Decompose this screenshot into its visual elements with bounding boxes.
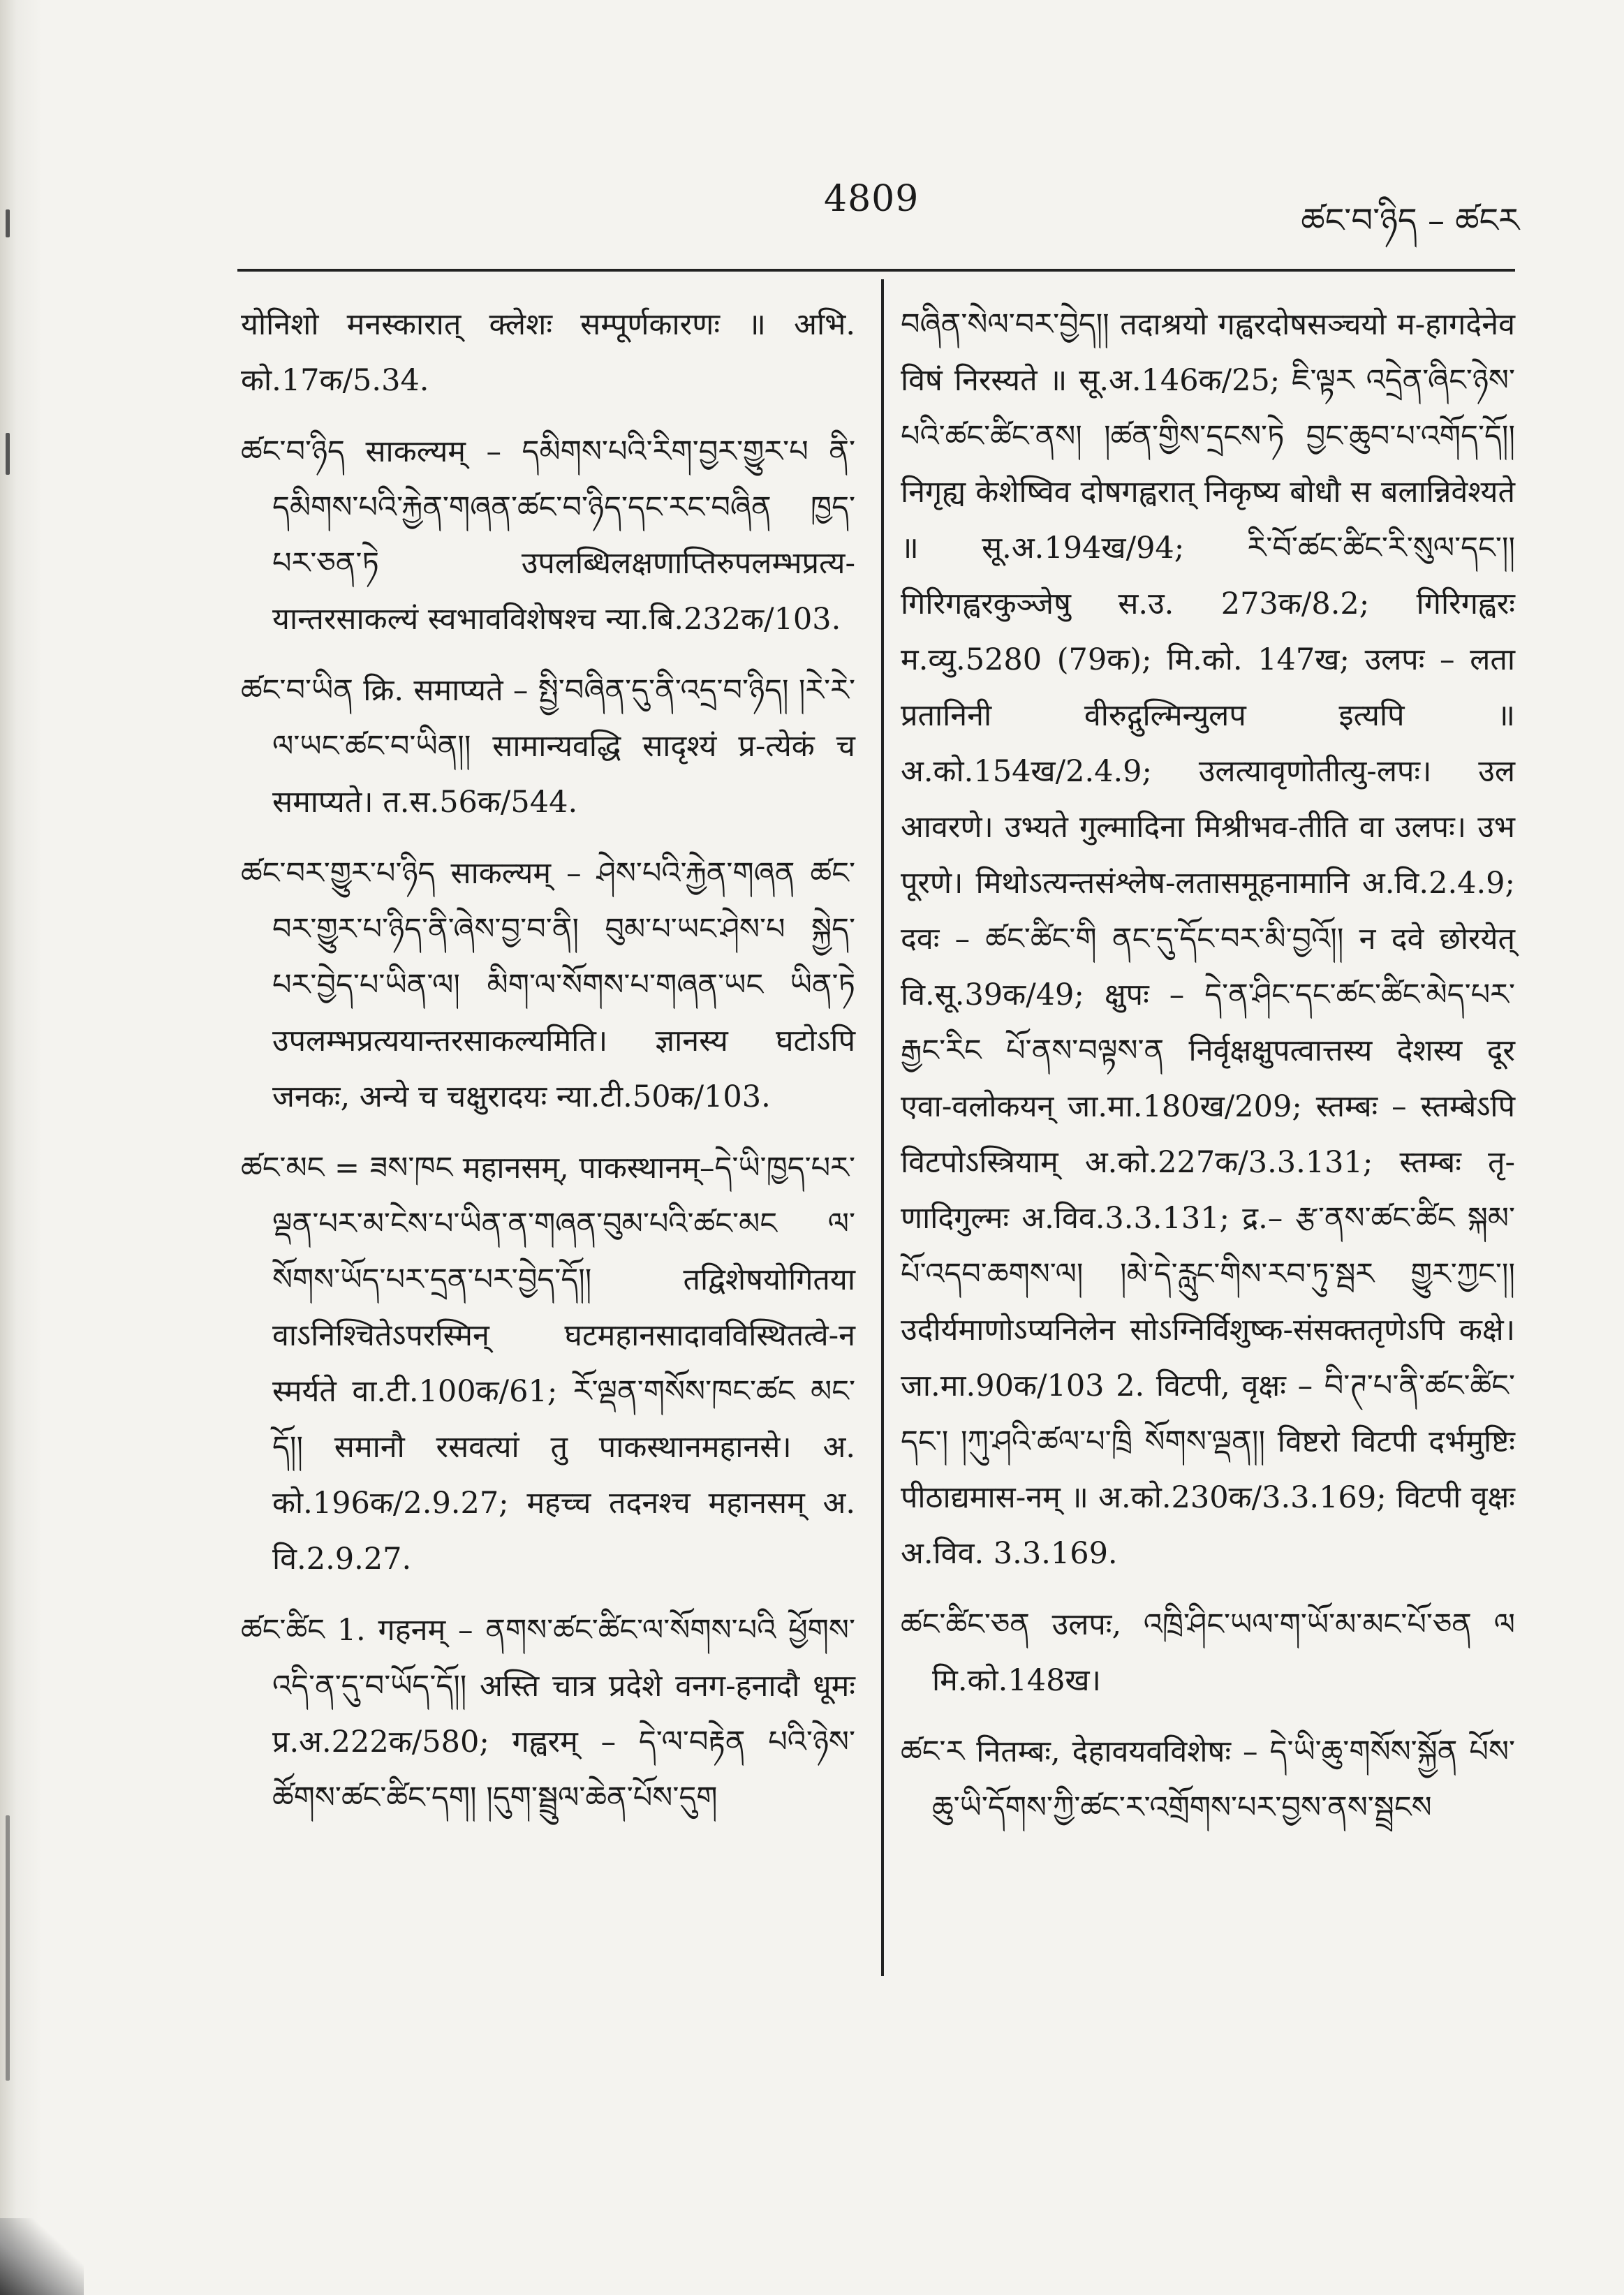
entry-text: योनिशो मनस्कारात् क्लेशः सम्पूर्णकारणः ॥ अभि. को.17क/5.34.: [241, 307, 855, 398]
dictionary-entry: [241, 1602, 855, 1826]
dictionary-entry: [241, 424, 855, 647]
entry-headword: ཚང་མང: [241, 1151, 325, 1186]
running-head: ཚང་བ་ཉིད – ཚངར: [1301, 201, 1519, 240]
entry-text: साकल्यम् – དམིགས་པའི་རིག་བྱར་གྱུར་པ ནི་དམིགས་པའི་རྐྱེན་གཞན་ཚང་བ་ཉིད་དང་རང་བཞིན ཁྱད་པར་ཅན་ཏེ उपलब्धिलक्षणाप्तिरुपलम्भप्रत्य-यान्तरसाकल्यं स्वभावविशेषश्च न्या.बि.232क/103.: [272, 434, 855, 637]
entry-headword: ཚང་བ་ཡིན: [241, 673, 353, 708]
dictionary-entry: [241, 1140, 855, 1587]
entry-text: = ཟས་ཁང महानसम्, पाकस्थानम्–དེ་ཡི་ཁྱད་པར་ལྡན་པར་མ་ངེས་པ་ཡིན་ན་གཞན་བུམ་པའི་ཚང་མང ལ་སོགས་ཡོད་པར་དྲན་པར་བྱེད་དོ།། तद्विशेषयोगितया वाऽनिश्चितेऽपरस्मिन् घटमहानसादावविस्थितत्वे-न स्मर्यते वा.टी.100क/61; རོ་ལྡན་གསོས་ཁང་ཚང མང་དོ།། समानौ रसवत्यां तु पाकस्थानमहानसे। अ. को.196क/2.9.27; महच्च तदनश्च महानसम् अ. वि.2.9.27.: [272, 1151, 855, 1577]
entry-text: उलपः, འཁྲི་ཤིང་ཡལ་ག་ཡོ་མ་མང་པོ་ཅན ལ मि.को.148ख।: [932, 1607, 1516, 1698]
page-number: 4809: [824, 178, 920, 220]
entry-headword: ཚང་ཚིང: [241, 1613, 325, 1648]
dictionary-entry: [241, 297, 855, 408]
binding-mark: [6, 433, 10, 475]
entry-text: 1. गहनम् – ནགས་ཚང་ཚིང་ལ་སོགས་པའི ཕྱོགས་འདི་ན་དུ་བ་ཡོད་དོ།། अस्ति चात्र प्रदेशे वनग-हनादौ धूमः प्र.अ.222क/580; गह्वरम् – དེ་ལ་བརྟེན པའི་ཉེས་ཚོགས་ཚང་ཚིང་དག། །དུག་སྦྲུལ་ཆེན་པོས་དུག: [272, 1613, 855, 1815]
entry-text: साकल्यम् – ཤེས་པའི་རྐྱེན་གཞན ཚང་བར་གྱུར་པ་ཉིད་ནི་ཞེས་བྱ་བ་ནི། བུམ་པ་ཡང་ཤེས་པ སྐྱེད་པར་བྱེད་པ་ཡིན་ལ། མིག་ལ་སོགས་པ་གཞན་ཡང ཡིན་ཏེ उपलम्भप्रत्ययान्तरसाकल्यमिति। ज्ञानस्य घटोऽपि जनकः, अन्ये च चक्षुरादयः न्या.टी.50क/103.: [272, 856, 856, 1114]
entry-headword: ཚང་བ་ཉིད: [241, 434, 345, 469]
entry-text: བཞིན་སེལ་བར་བྱེད།། तदाश्रयो गह्वरदोषसञ्चयो म-हागदेनेव विषं निरस्यते ॥ सू.अ.146क/25; ཇི་ལྟར འདྲེན་ཞིང་ཉེས་པའི་ཚང་ཚིང་ནས། །ཚན་གྱིས་དྲངས་ཏེ བྱང་ཆུབ་པ་འགོད་དོ།། निगृह्य केशेष्विव दोषगह्वरात् निकृष्य बोधौ स बलान्निवेश्यते ॥ सू.अ.194ख/94; རི་བོ་ཚང་ཚིང་རི་སུལ་དང་།། गिरिगह्वरकुञ्जेषु स.उ. 273क/8.2; गिरिगह्वरः म.व्यु.5280 (79क); मि.को. 147ख; उलपः – लता प्रतानिनी वीरुद्गुल्मिन्युलप इत्यपि ॥ अ.को.154ख/2.4.9; उलत्यावृणोतीत्यु-लपः। उल आवरणे। उभ्यते गुल्मादिना मिश्रीभव-तीति वा उलपः। उभ पूरणे। मिथोऽत्यन्तसंश्लेष-लतासमूहनामानि अ.वि.2.4.9; दवः – ཚང་ཚིང་གི ནང་དུ་དོང་བར་མི་བྱའོ།། न दवे छोरयेत् वि.सू.39क/49; क्षुपः – དེ་ན་ཤིང་དང་ཚང་ཚིང་མེད་པར་རྒྱང་རིང པོ་ནས་བལྟས་ན निर्वृक्षक्षुपत्वात्तस्य देशस्य दूर एवा-वलोकयन् जा.मा.180ख/209; स्तम्बः – स्तम्बेऽपि विटपोऽस्त्रियाम् अ.को.227क/3.3.131; स्तम्बः तृ-णादिगुल्मः अ.विव.3.3.131; द्र.– རྩ་ནས་ཚང་ཚིང སྐམ་པོ་འདབ་ཆགས་ལ། །མེ་དེ་རླུང་གིས་རབ་ཏུ་སྦར གྱུར་ཀྱང་།། उदीर्यमाणोऽप्यनिलेन सोऽग्निर्विशुष्क-संसक्ततृणेऽपि कक्षे। जा.मा.90क/103 2. विटपी, वृक्षः – བི་ཊ་པ་ནི་ཚང་ཚིང་དང་། །ཀུ་ཤའི་ཚལ་པ་ཁྲི སོགས་ལྡན།། विष्टरो विटपी दर्भमुष्टिः पीठाद्यमास-नम् ॥ अ.को.230क/3.3.169; विटपी वृक्षः अ.विव. 3.3.169.: [901, 307, 1515, 1571]
column-divider: [881, 279, 884, 1976]
dictionary-entry: [901, 1724, 1515, 1836]
entry-headword: ཚང་བར་གྱུར་པ་ཉིད: [241, 856, 436, 891]
left-column: [241, 297, 855, 1841]
entry-headword: ཚང་ར: [901, 1734, 965, 1769]
dictionary-entry: [901, 297, 1515, 1581]
dictionary-entry: [901, 1597, 1515, 1709]
binding-mark: [6, 1815, 10, 2081]
entry-text: क्रि. समाप्यते – སྤྱི་བཞིན་དུ་ནི་འདྲ་བ་ཉིད། །རེ་རེ་ལ་ཡང་ཚང་བ་ཡིན།། सामान्यवद्धि सादृश्यं प्र-त्येकं च समाप्यते। त.स.56क/544.: [272, 673, 855, 820]
entry-headword: ཚང་ཚིང་ཅན: [901, 1607, 1030, 1642]
header-rule: [237, 269, 1515, 272]
scan-smudge: [0, 2218, 84, 2295]
right-column: [901, 297, 1515, 1851]
entry-text: नितम्बः, देहावयवविशेषः – དེ་ཡི་ཆུ་གསོས་སྐྱོན པོས་ཆུ་ཡི་དོགས་ཀྱི་ཚང་ར་འགྲོགས་པར་བྱས་ནས་སྦྲངས: [932, 1734, 1516, 1825]
dictionary-entry: [241, 846, 855, 1125]
dictionary-entry: [241, 663, 855, 830]
binding-mark: [6, 209, 10, 237]
